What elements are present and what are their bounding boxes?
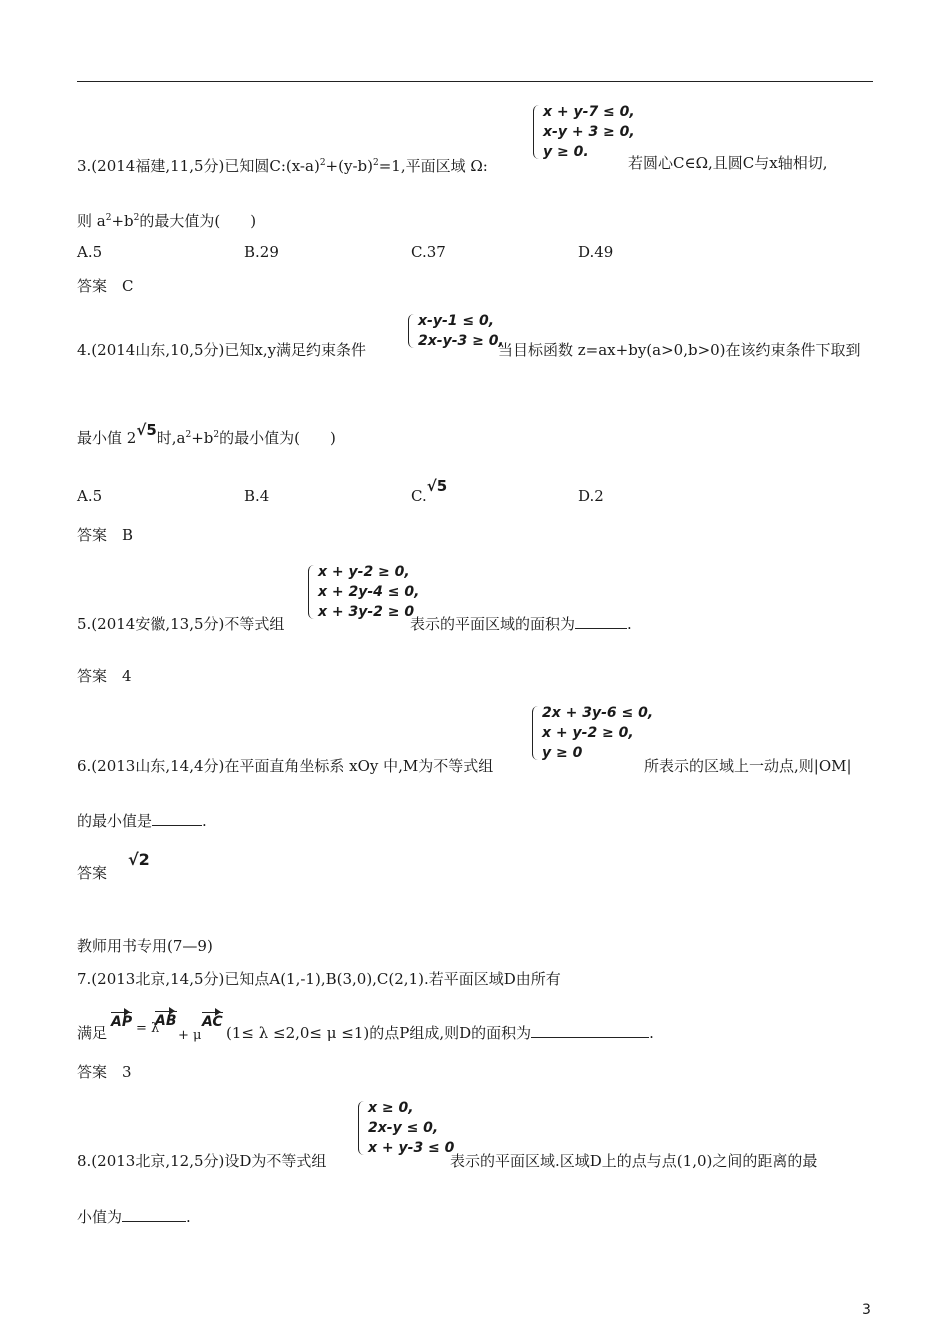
q6-ineq-1: 2x + 3y-6 ≤ 0, [542, 705, 654, 721]
q3-option-d: D.49 [578, 243, 614, 261]
q5-answer: 答案 4 [77, 667, 132, 685]
q6-answer-blank [152, 811, 202, 826]
q7-plus: + μ [178, 1028, 202, 1043]
q8-ineq-1: x ≥ 0, [368, 1100, 414, 1116]
q5-ineq-1: x + y-2 ≥ 0, [318, 564, 410, 580]
q7-stem-line2-tail: (1≤ λ ≤2,0≤ μ ≤1)的点P组成,则D的面积为 . [226, 1024, 654, 1042]
q6-answer-value: √2 [128, 850, 150, 869]
q6-inequality-system [532, 703, 653, 763]
q7-answer-blank [531, 1023, 649, 1038]
q3-ineq-3: y ≥ 0. [543, 144, 589, 160]
q4-inequality-system [408, 311, 504, 351]
q3-ineq-1: x + y-7 ≤ 0, [543, 104, 635, 120]
q4-option-a: A.5 [77, 487, 103, 505]
vector-ac: AC [202, 1014, 223, 1030]
q6-ineq-2: x + y-2 ≥ 0, [542, 725, 634, 741]
page-number: 3 [862, 1302, 871, 1318]
q4-ineq-1: x-y-1 ≤ 0, [418, 313, 495, 329]
q4-stem-line2: 最小值 2√5时$,a^2+b^2$的最小值为( ) [77, 421, 336, 447]
q4-option-b: B.4 [244, 487, 270, 505]
q8-answer-blank [122, 1207, 186, 1222]
q8-ineq-2: 2x-y ≤ 0, [368, 1120, 439, 1136]
q5-answer-blank [575, 614, 627, 629]
q3-option-a: A.5 [77, 243, 103, 261]
q5-ineq-3: x + 3y-2 ≥ 0 [318, 604, 415, 620]
q6-answer: 答案 [77, 864, 108, 882]
q4-stem-line1-tail: 当目标函数 z=ax+by(a>0,b>0)在该约束条件下取到 [498, 341, 861, 359]
q3-stem-line2: 则 $a^2+b^2$的最大值为( ) [77, 212, 257, 230]
q7-stem-line1: 7.(2013北京,14,5分)已知点A(1,-1),B(3,0),C(2,1).若平面区域D由所有 [77, 970, 561, 988]
q3-stem-line1: 3.(2014福建,11,5分)已知圆$C:(x-a)^2+(y-b)^2=1$,平面区域 Ω: [77, 157, 488, 175]
q5-stem-head: 5.(2014安徽,13,5分)不等式组 [77, 615, 285, 633]
q5-stem-tail: 表示的平面区域的面积为 . [410, 615, 632, 633]
q8-stem-line1-head: 8.(2013北京,12,5分)设D为不等式组 [77, 1152, 327, 1170]
q3-stem-line1-tail: 若圆心C∈Ω,且圆C与x轴相切, [628, 154, 828, 172]
q4-stem-line1-head: 4.(2014山东,10,5分)已知x,y满足约束条件 [77, 341, 367, 359]
q4-answer: 答案 B [77, 526, 134, 544]
q6-stem-line1-head: 6.(2013山东,14,4分)在平面直角坐标系 xOy 中,M为不等式组 [77, 757, 494, 775]
q7-stem-line2-head: 满足 [77, 1024, 108, 1042]
q7-eq: = λ [136, 1021, 160, 1036]
header-rule [77, 81, 873, 82]
q3-answer: 答案 C [77, 277, 134, 295]
teacher-note: 教师用书专用(7—9) [77, 937, 213, 955]
q3-option-c: C.37 [411, 243, 446, 261]
q8-stem-line2: 小值为 . [77, 1208, 191, 1226]
q3-inequality-system [533, 102, 635, 162]
q3-option-b: B.29 [244, 243, 279, 261]
q4-option-c: C.√5 [411, 477, 448, 505]
q6-stem-line2: 的最小值是 . [77, 812, 207, 830]
q6-ineq-3: y ≥ 0 [542, 745, 583, 761]
q8-ineq-3: x + y-3 ≤ 0 [368, 1140, 455, 1156]
q3-ineq-2: x-y + 3 ≥ 0, [543, 124, 635, 140]
vector-ap: AP [111, 1014, 133, 1030]
vector-ab: AB [155, 1013, 177, 1029]
q4-ineq-2: 2x-y-3 ≥ 0, [418, 333, 504, 349]
q6-stem-line1-tail: 所表示的区域上一动点,则|OM| [644, 757, 852, 775]
q7-answer: 答案 3 [77, 1063, 132, 1081]
q5-ineq-2: x + 2y-4 ≤ 0, [318, 584, 420, 600]
q8-inequality-system [358, 1098, 454, 1158]
q5-inequality-system [308, 562, 419, 622]
q4-option-d: D.2 [578, 487, 604, 505]
q8-stem-line1-tail: 表示的平面区域.区域D上的点与点(1,0)之间的距离的最 [450, 1152, 818, 1170]
